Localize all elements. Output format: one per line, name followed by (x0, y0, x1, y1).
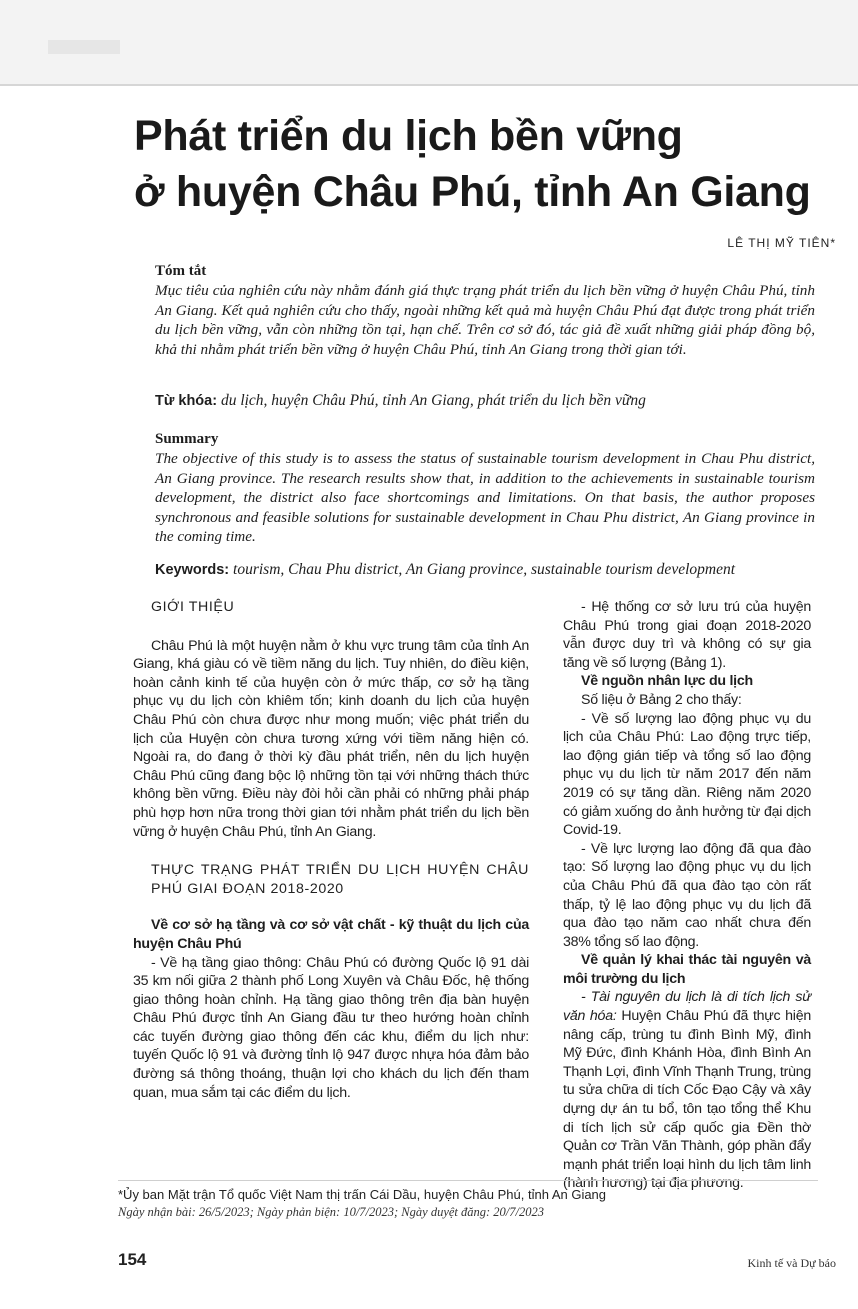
status-heading: THỰC TRẠNG PHÁT TRIỂN DU LỊCH HUYỆN CHÂU PHÚ GIAI ĐOẠN 2018-2020 (151, 862, 529, 897)
hr-intro: Số liệu ở Bảng 2 cho thấy: (581, 691, 742, 708)
keywords-vi-label: Từ khóa: (155, 393, 218, 409)
intro-paragraph: Châu Phú là một huyện nằm ở khu vực trung tâm của tỉnh An Giang, khá giàu có về tiềm năng du lịch. Tuy nhiên, do điều kiện, hoàn cảnh kinh tế của huyện còn ở mức thấp, cơ sở hạ tầng phục vụ du lịch còn khiêm tốn; kinh doanh du lịch của huyện Châu Phú còn chưa được như mong muốn; việc phát triển du lịch của Huyện còn chưa tương xứng với tiềm năng hiện có. Ngoài ra, do đang ở thời kỳ đầu phát triển, nên du lịch huyện Châu Phú cũng đang bộc lộ những tồn tại với những thách thức không bền vững. Điều này đòi hỏi cần phải có những phải pháp phù hợp hơn nữa trong thời gian tới nhằm phát triển du lịch bền vững ở huyện Châu Phú, tỉnh An Giang. (133, 637, 529, 840)
abstract-vi (155, 262, 815, 359)
title-line-1: Phát triển du lịch bền vững (134, 112, 683, 160)
keywords-en (155, 560, 835, 580)
intro-heading: GIỚI THIỆU (151, 599, 235, 615)
abstract-vi-heading: Tóm tắt (155, 263, 207, 279)
abstract-en-heading: Summary (155, 431, 219, 447)
hr-paragraph-1: - Về số lượng lao động phục vụ du lịch của Châu Phú: Lao động trực tiếp, lao động gián tiếp và tổng số lao động phục vụ du lịch từ năm 2017 đến năm 2019 có sự tăng dần. Riêng năm 2020 có giảm xuống do ảnh hưởng từ đại dịch Covid-19. (563, 710, 811, 839)
journal-name: Kinh tế và Dự báo (747, 1256, 836, 1270)
abstract-vi-text: Mục tiêu của nghiên cứu này nhằm đánh giá thực trạng phát triển du lịch bền vững ở huyện Châu Phú, tỉnh An Giang. Kết quả nghiên cứu cho thấy, ngoài những kết quả mà huyện Châu Phú đạt được trong phát triển du lịch bền vững, vẫn còn những tồn tại, hạn chế. Trên cơ sở đó, tác giả đề xuất những giải pháp đồng bộ, khả thi nhằm phát triển bền vững ở huyện Châu Phú, tỉnh An Giang trong thời gian tới. (155, 282, 815, 358)
abstract-en-text: The objective of this study is to assess the status of sustainable tourism development in Chau Phu district, An Giang province. The research results show that, in addition to the achievements in sustainable tourism development, the district also face shortcomings and limitations. On that basis, the author proposes synchronous and feasible solutions for sustainable development in Chau Phu district, An Giang province in the coming time. (155, 450, 815, 545)
mgmt-heading: Về quản lý khai thác tài nguyên và môi trường du lịch (563, 952, 811, 987)
article-title (134, 108, 844, 220)
spacer (133, 898, 529, 916)
abstract-en (155, 430, 815, 547)
page-header-band (0, 0, 858, 86)
spacer (133, 841, 529, 861)
header-tab-mark (48, 40, 120, 54)
lodging-paragraph: - Hệ thống cơ sở lưu trú của huyện Châu Phú trong giai đoạn 2018-2020 vẫn được duy trì và không có sự gia tăng về số lượng (Bảng 1). (563, 599, 811, 671)
infra-paragraph: - Về hạ tầng giao thông: Châu Phú có đường Quốc lộ 91 dài 35 km nối giữa 2 thành phố Long Xuyên và Châu Đốc, hệ thống giao thông hoàn chỉnh. Hạ tầng giao thông trên địa bàn huyện Châu Phú được tỉnh An Giang đầu tư theo hướng hoàn chỉnh các tuyến đường giao thông đến các khu, điểm du lịch như: tuyến Quốc lộ 91 và đường tỉnh lộ 947 được nhựa hóa đảm bảo đường sá thông thoáng, thuận lợi cho khách du lịch đến tham quan, mua sắm tại các điểm du lịch. (133, 954, 529, 1101)
mgmt-lead: - Tài nguyên du lịch là di tích lịch sử văn hóa: (563, 989, 811, 1025)
footnote-divider (118, 1180, 818, 1181)
hr-paragraph-2: - Về lực lượng lao động đã qua đào tạo: Số lượng lao động phục vụ du lịch của Châu Phú đã qua đào tạo còn rất thấp, tỷ lệ lao động phục vụ du lịch đã qua đào tạo năm cao nhất chưa đến 38% tổng số lao động. (563, 840, 811, 950)
keywords-en-text: tourism, Chau Phu district, An Giang province, sustainable tourism development (233, 561, 736, 578)
title-line-2: ở huyện Châu Phú, tỉnh An Giang (134, 168, 811, 216)
spacer (133, 617, 529, 637)
footnote-affiliation: *Ủy ban Mặt trận Tổ quốc Việt Nam thị trấn Cái Dầu, huyện Châu Phú, tỉnh An Giang (118, 1187, 607, 1202)
keywords-vi (155, 391, 835, 411)
mgmt-text: Huyện Châu Phú đã thực hiện nâng cấp, trùng tu đình Bình Mỹ, đình Mỹ Đức, đình Khánh Hòa, đình Bình An Thạnh Lợi, đình Vĩnh Thạnh Trung, trùng tu sửa chữa di tích Cốc Đạo Cậy và xây dựng dự án tu bổ, tôn tạo tổng thể Khu di tích lịch sử cấp quốc gia Đền thờ Quản cơ Trần Văn Thành, góp phần đẩy mạnh phát triển loại hình du lịch tâm linh (hành hương) tại địa phương. (563, 1008, 811, 1192)
infra-heading: Về cơ sở hạ tầng và cơ sở vật chất - kỹ thuật du lịch của huyện Châu Phú (133, 917, 529, 952)
hr-heading: Về nguồn nhân lực du lịch (581, 673, 753, 690)
page-number: 154 (118, 1250, 147, 1269)
keywords-vi-text: du lịch, huyện Châu Phú, tỉnh An Giang, phát triển du lịch bền vững (220, 392, 646, 409)
keywords-en-label: Keywords: (155, 562, 230, 578)
mgmt-paragraph (563, 988, 811, 1193)
right-column (563, 598, 811, 1193)
footnote-dates: Ngày nhận bài: 26/5/2023; Ngày phản biện: 10/7/2023; Ngày duyệt đăng: 20/7/2023 (118, 1205, 544, 1219)
left-column (133, 598, 529, 1102)
author-name: LÊ THỊ MỸ TIÊN* (727, 236, 836, 250)
